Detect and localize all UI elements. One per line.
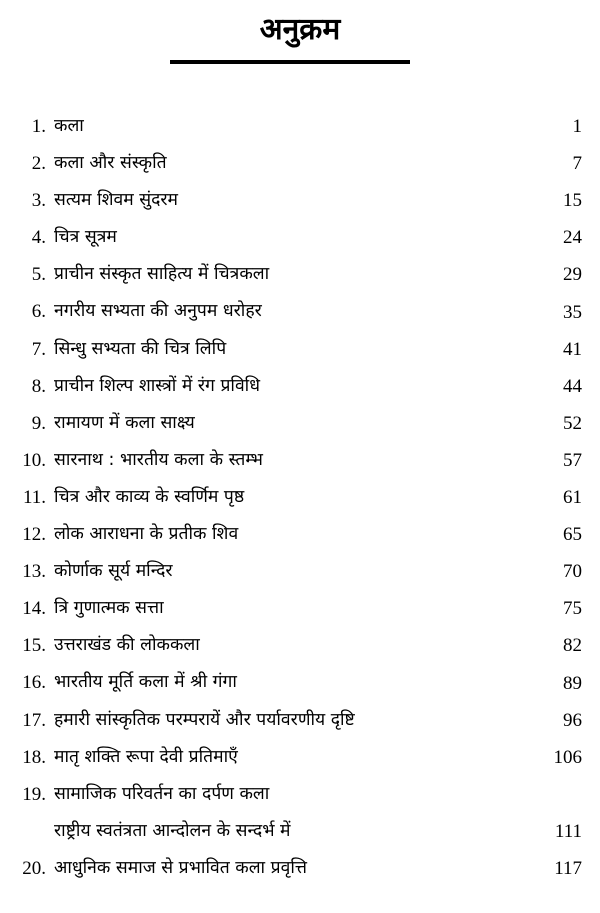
- toc-entry: [0, 256, 600, 293]
- toc-entry: [0, 108, 600, 145]
- toc-entry-title-line: लोक आराधना के प्रतीक शिव: [54, 524, 239, 545]
- toc-entry-title: [54, 405, 195, 442]
- toc-entry: [0, 331, 600, 368]
- toc-entry-title: [54, 368, 260, 405]
- toc-entry-number: 5.: [31, 264, 46, 286]
- toc-entry-page-number: 57: [563, 449, 582, 471]
- toc-entry-number: 20.: [22, 857, 46, 879]
- toc-entry-page-number: 41: [563, 338, 582, 360]
- toc-entry: [0, 293, 600, 330]
- toc-entry: [0, 627, 600, 664]
- toc-entry-page-number: 96: [563, 709, 582, 731]
- toc-entry-page-number: 7: [572, 153, 582, 175]
- toc-entry-number: 1.: [31, 116, 46, 137]
- toc-entry-title-line: सिन्धु सभ्यता की चित्र लिपि: [54, 338, 227, 359]
- toc-entry: [0, 145, 600, 182]
- toc-entry-title: [54, 553, 173, 590]
- toc-entry-title-line: त्रि गुणात्मक सत्ता: [54, 598, 164, 619]
- toc-entry-page-number: 15: [563, 190, 582, 212]
- toc-entry-page-number: 52: [563, 412, 582, 434]
- toc-entry-number: 19.: [22, 783, 46, 805]
- toc-entry-page-number: 75: [563, 598, 582, 620]
- toc-entry-title-line: राष्ट्रीय स्वतंत्रता आन्दोलन के सन्दर्भ में: [54, 820, 291, 841]
- toc-entry-number: 15.: [22, 635, 46, 657]
- toc-entry-title: [54, 850, 307, 887]
- toc-entry-number: 9.: [31, 412, 46, 434]
- toc-entry-page-number: 24: [563, 227, 582, 249]
- toc-entry-title-line: प्राचीन शिल्प शास्त्रों में रंग प्रविधि: [54, 375, 260, 396]
- toc-entry: [0, 405, 600, 442]
- toc-entry: [0, 739, 600, 776]
- toc-entry-number: 17.: [22, 709, 46, 731]
- toc-entry-page-number: 111: [554, 820, 582, 842]
- toc-entry-title: [54, 219, 117, 256]
- toc-entry-title-line: सत्यम शिवम सुंदरम: [54, 190, 179, 211]
- toc-entry: [0, 702, 600, 739]
- toc-entry-title: [54, 627, 200, 664]
- toc-entry: [0, 553, 600, 590]
- toc-entry-title-line: हमारी सांस्कृतिक परम्परायें और पर्यावरणीय दृष्टि: [54, 709, 355, 730]
- toc-entry-number: 18.: [22, 746, 46, 768]
- toc-entry-page-number: 35: [563, 301, 582, 323]
- toc-entry-page-number: 106: [553, 746, 582, 768]
- toc-entry-number: 7.: [31, 338, 46, 360]
- toc-entry-page-number: 1: [572, 116, 582, 138]
- toc-entry-title-line: सामाजिक परिवर्तन का दर्पण कला: [54, 783, 270, 804]
- toc-entry-number: 6.: [31, 301, 46, 323]
- toc-entry-number: 8.: [31, 375, 46, 397]
- toc-entry: [0, 516, 600, 553]
- page-title: अनुक्रम: [259, 12, 341, 47]
- toc-entry-title: [54, 256, 269, 293]
- toc-entry-title: [54, 108, 84, 145]
- toc-entry-title-line: रामायण में कला साक्ष्य: [54, 412, 195, 433]
- toc-entry-title: [54, 590, 164, 627]
- toc-entry-title: [54, 293, 262, 330]
- toc-entry-title-line: प्राचीन संस्कृत साहित्य में चित्रकला: [54, 264, 270, 285]
- toc-entry-title-line: कला और संस्कृति: [54, 153, 167, 174]
- toc-entry-page-number: 44: [563, 375, 582, 397]
- toc-entry-title-line: कोर्णाक सूर्य मन्दिर: [54, 561, 173, 582]
- toc-entry-title-line: कला: [54, 116, 84, 136]
- toc-entry: [0, 368, 600, 405]
- toc-entry-title: [54, 442, 263, 479]
- toc-entry-page-number: 117: [554, 857, 582, 879]
- toc-entry: [0, 850, 600, 887]
- toc-entry: [0, 590, 600, 627]
- title-underline: [170, 60, 410, 64]
- toc-entry-number: 4.: [31, 227, 46, 249]
- toc-entry-title-line: भारतीय मूर्ति कला में श्री गंगा: [54, 672, 237, 693]
- toc-entry: [0, 776, 600, 850]
- toc-entry-title: [54, 145, 167, 182]
- toc-entry-page-number: 61: [563, 487, 582, 509]
- toc-entry-title: [54, 479, 244, 516]
- toc-entry-title: [54, 331, 226, 368]
- toc-entry-title: [54, 702, 355, 739]
- toc-entry-page-number: 29: [563, 264, 582, 286]
- toc-entry-number: 14.: [22, 598, 46, 620]
- toc-entry-number: 12.: [22, 524, 46, 546]
- toc-entry: [0, 664, 600, 701]
- toc-entry-number: 10.: [22, 449, 46, 471]
- toc-entry-title-line: चित्र और काव्य के स्वर्णिम पृष्ठ: [54, 486, 245, 507]
- toc-entry-title-line: सारनाथ : भारतीय कला के स्तम्भ: [54, 449, 263, 470]
- toc-entry: [0, 479, 600, 516]
- toc-entry-title: [54, 664, 237, 701]
- toc-entry-page-number: 65: [563, 524, 582, 546]
- toc-entry-title-line: मातृ शक्ति रूपा देवी प्रतिमाएँ: [54, 746, 238, 767]
- toc-entry-page-number: 82: [563, 635, 582, 657]
- toc-entry-number: 16.: [22, 672, 46, 694]
- toc-entry-title-line: उत्तराखंड की लोककला: [54, 635, 200, 656]
- toc-entry-number: 2.: [31, 153, 46, 175]
- toc-entry: [0, 219, 600, 256]
- toc-entry-title: [54, 776, 291, 850]
- table-of-contents: [0, 108, 600, 887]
- toc-entry: [0, 182, 600, 219]
- toc-entry-title: [54, 739, 238, 776]
- toc-entry-number: 13.: [22, 561, 46, 583]
- toc-entry-title-line: आधुनिक समाज से प्रभावित कला प्रवृत्ति: [54, 857, 307, 878]
- toc-entry-page-number: 70: [563, 561, 582, 583]
- toc-entry: [0, 442, 600, 479]
- toc-entry-title: [54, 182, 178, 219]
- toc-entry-title-line: चित्र सूत्रम: [54, 227, 117, 248]
- toc-entry-title: [54, 516, 238, 553]
- toc-entry-number: 11.: [22, 486, 46, 508]
- toc-entry-title-line: नगरीय सभ्यता की अनुपम धरोहर: [54, 301, 262, 322]
- toc-entry-page-number: 89: [563, 672, 582, 694]
- toc-entry-number: 3.: [31, 190, 46, 212]
